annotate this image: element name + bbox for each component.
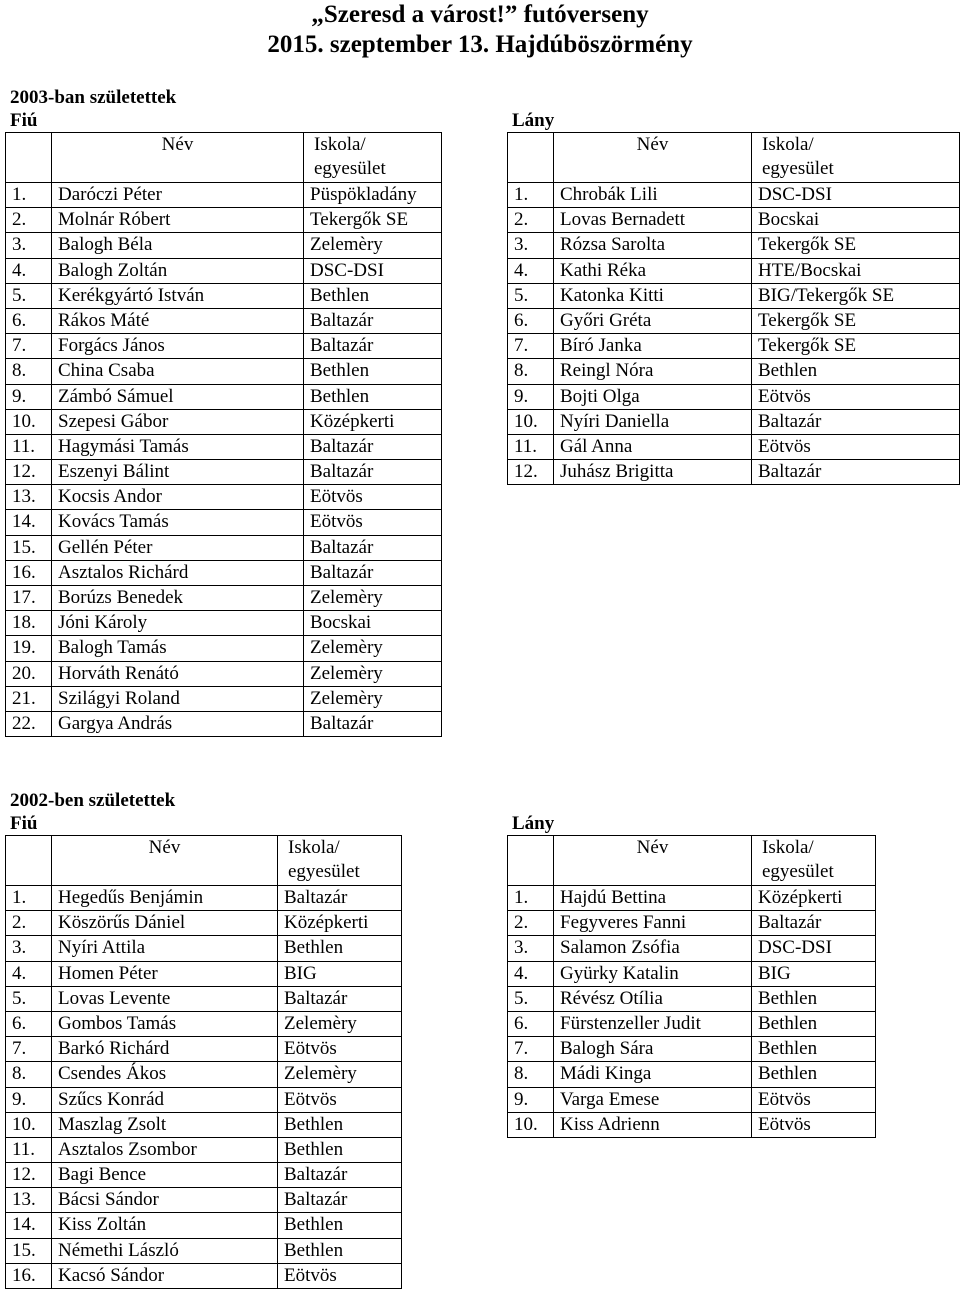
place-cell: 7. bbox=[508, 1037, 554, 1062]
place-cell: 6. bbox=[508, 308, 554, 333]
place-cell: 9. bbox=[6, 384, 52, 409]
school-cell: Baltazár bbox=[278, 1163, 402, 1188]
boys-label-2003: Fiú bbox=[10, 110, 38, 131]
table-row bbox=[508, 283, 960, 308]
name-cell: Kocsis Andor bbox=[52, 485, 304, 510]
table-row bbox=[6, 586, 442, 611]
place-cell: 16. bbox=[6, 560, 52, 585]
name-cell: Molnár Róbert bbox=[52, 208, 304, 233]
school-cell: Baltazár bbox=[304, 560, 442, 585]
name-cell: Homen Péter bbox=[52, 961, 278, 986]
table-row bbox=[6, 258, 442, 283]
school-cell: Bethlen bbox=[304, 283, 442, 308]
name-cell: Katonka Kitti bbox=[554, 283, 752, 308]
table-row bbox=[6, 334, 442, 359]
name-cell: Hegedűs Benjámin bbox=[52, 886, 278, 911]
school-cell: Bethlen bbox=[278, 1112, 402, 1137]
school-cell: Bethlen bbox=[752, 1011, 876, 1036]
school-cell: BIG/Tekergők SE bbox=[752, 283, 960, 308]
school-cell: Eötvös bbox=[304, 510, 442, 535]
school-cell: Középkerti bbox=[278, 911, 402, 936]
school-cell: Bethlen bbox=[752, 986, 876, 1011]
name-cell: Balogh Béla bbox=[52, 233, 304, 258]
place-cell: 8. bbox=[508, 359, 554, 384]
school-cell: Eötvös bbox=[278, 1087, 402, 1112]
school-header: Iskola/ egyesület bbox=[304, 133, 442, 183]
place-cell: 7. bbox=[6, 1037, 52, 1062]
name-cell: Gombos Tamás bbox=[52, 1011, 278, 1036]
place-cell: 1. bbox=[508, 183, 554, 208]
school-cell: Baltazár bbox=[304, 535, 442, 560]
table-row bbox=[508, 886, 876, 911]
table-row bbox=[508, 1112, 876, 1137]
table-row bbox=[6, 1087, 402, 1112]
table-row bbox=[6, 434, 442, 459]
name-cell: Bíró Janka bbox=[554, 334, 752, 359]
name-cell: Daróczi Péter bbox=[52, 183, 304, 208]
place-cell: 20. bbox=[6, 661, 52, 686]
name-cell: Hagymási Tamás bbox=[52, 434, 304, 459]
table-row bbox=[6, 986, 402, 1011]
table-row bbox=[508, 911, 876, 936]
place-cell: 4. bbox=[508, 961, 554, 986]
name-cell: Mádi Kinga bbox=[554, 1062, 752, 1087]
table-row bbox=[508, 986, 876, 1011]
school-cell: Eötvös bbox=[752, 1087, 876, 1112]
table-row bbox=[6, 1163, 402, 1188]
place-cell: 5. bbox=[6, 283, 52, 308]
name-header: Név bbox=[554, 836, 752, 886]
name-cell: Horváth Renátó bbox=[52, 661, 304, 686]
school-cell: Eötvös bbox=[304, 485, 442, 510]
table-row bbox=[508, 409, 960, 434]
name-cell: Gargya András bbox=[52, 711, 304, 736]
school-cell: Bethlen bbox=[304, 359, 442, 384]
place-cell: 9. bbox=[6, 1087, 52, 1112]
place-cell: 8. bbox=[6, 359, 52, 384]
results-table-2003-boys bbox=[5, 132, 442, 737]
name-header: Név bbox=[52, 836, 278, 886]
school-cell: Baltazár bbox=[752, 460, 960, 485]
table-row bbox=[6, 1213, 402, 1238]
place-cell: 22. bbox=[6, 711, 52, 736]
table-row bbox=[508, 1062, 876, 1087]
school-cell: Bethlen bbox=[304, 384, 442, 409]
table-row bbox=[508, 961, 876, 986]
place-cell: 3. bbox=[508, 936, 554, 961]
name-cell: Rákos Máté bbox=[52, 308, 304, 333]
boys-label-2002: Fiú bbox=[10, 813, 38, 834]
table-row bbox=[6, 911, 402, 936]
table-row bbox=[6, 1062, 402, 1087]
table-row bbox=[508, 308, 960, 333]
name-cell: Szűcs Konrád bbox=[52, 1087, 278, 1112]
school-cell: Bethlen bbox=[278, 936, 402, 961]
school-cell: Zelemèry bbox=[304, 661, 442, 686]
name-cell: Hajdú Bettina bbox=[554, 886, 752, 911]
table-row bbox=[508, 183, 960, 208]
place-cell: 2. bbox=[6, 208, 52, 233]
place-cell: 14. bbox=[6, 1213, 52, 1238]
name-cell: Kovács Tamás bbox=[52, 510, 304, 535]
place-cell: 16. bbox=[6, 1263, 52, 1288]
name-cell: Kiss Zoltán bbox=[52, 1213, 278, 1238]
place-cell: 2. bbox=[6, 911, 52, 936]
results-table-2002-girls bbox=[507, 835, 876, 1138]
school-header: Iskola/ egyesület bbox=[278, 836, 402, 886]
place-cell: 14. bbox=[6, 510, 52, 535]
place-cell: 6. bbox=[6, 308, 52, 333]
table-row bbox=[6, 384, 442, 409]
place-cell: 7. bbox=[6, 334, 52, 359]
table-row bbox=[6, 1263, 402, 1288]
girls-label-2003: Lány bbox=[512, 110, 555, 131]
name-cell: China Csaba bbox=[52, 359, 304, 384]
name-cell: Eszenyi Bálint bbox=[52, 460, 304, 485]
name-cell: Bojti Olga bbox=[554, 384, 752, 409]
place-cell: 2. bbox=[508, 208, 554, 233]
school-header: Iskola/ egyesület bbox=[752, 133, 960, 183]
school-cell: HTE/Bocskai bbox=[752, 258, 960, 283]
name-cell: Maszlag Zsolt bbox=[52, 1112, 278, 1137]
place-cell: 15. bbox=[6, 535, 52, 560]
name-cell: Szilágyi Roland bbox=[52, 686, 304, 711]
table-row bbox=[6, 485, 442, 510]
table-row bbox=[508, 460, 960, 485]
place-cell: 11. bbox=[6, 1137, 52, 1162]
name-cell: Kerékgyártó István bbox=[52, 283, 304, 308]
place-cell: 3. bbox=[6, 233, 52, 258]
name-cell: Győri Gréta bbox=[554, 308, 752, 333]
place-cell: 11. bbox=[6, 434, 52, 459]
school-cell: Bocskai bbox=[752, 208, 960, 233]
place-cell: 10. bbox=[508, 1112, 554, 1137]
place-cell: 6. bbox=[508, 1011, 554, 1036]
name-cell: Balogh Tamás bbox=[52, 636, 304, 661]
place-cell: 5. bbox=[508, 283, 554, 308]
name-cell: Lovas Bernadett bbox=[554, 208, 752, 233]
school-cell: Baltazár bbox=[278, 986, 402, 1011]
place-cell: 10. bbox=[6, 409, 52, 434]
section-heading-2003: 2003-ban születettek bbox=[10, 87, 177, 108]
school-cell: Baltazár bbox=[304, 711, 442, 736]
name-cell: Nyíri Daniella bbox=[554, 409, 752, 434]
name-cell: Szepesi Gábor bbox=[52, 409, 304, 434]
table-row bbox=[6, 1112, 402, 1137]
name-cell: Kacsó Sándor bbox=[52, 1263, 278, 1288]
school-cell: Baltazár bbox=[304, 434, 442, 459]
place-cell: 1. bbox=[6, 183, 52, 208]
name-cell: Reingl Nóra bbox=[554, 359, 752, 384]
place-cell: 11. bbox=[508, 434, 554, 459]
place-cell: 8. bbox=[6, 1062, 52, 1087]
table-row bbox=[508, 233, 960, 258]
school-cell: Eötvös bbox=[752, 434, 960, 459]
school-cell: Bethlen bbox=[752, 1062, 876, 1087]
school-cell: Tekergők SE bbox=[752, 233, 960, 258]
name-cell: Némethi László bbox=[52, 1238, 278, 1263]
table-row bbox=[6, 208, 442, 233]
name-cell: Lovas Levente bbox=[52, 986, 278, 1011]
place-cell: 19. bbox=[6, 636, 52, 661]
table-row bbox=[6, 1188, 402, 1213]
school-cell: DSC-DSI bbox=[752, 183, 960, 208]
name-cell: Fegyveres Fanni bbox=[554, 911, 752, 936]
school-cell: Zelemèry bbox=[304, 686, 442, 711]
name-cell: Asztalos Richárd bbox=[52, 560, 304, 585]
results-table-2002-boys bbox=[5, 835, 402, 1289]
table-row bbox=[6, 409, 442, 434]
table-row bbox=[6, 886, 402, 911]
school-cell: Zelemèry bbox=[278, 1011, 402, 1036]
table-row bbox=[508, 208, 960, 233]
table-row bbox=[6, 359, 442, 384]
name-cell: Zámbó Sámuel bbox=[52, 384, 304, 409]
school-cell: Középkerti bbox=[304, 409, 442, 434]
place-cell: 17. bbox=[6, 586, 52, 611]
table-row bbox=[6, 1137, 402, 1162]
place-cell: 1. bbox=[6, 886, 52, 911]
place-cell: 13. bbox=[6, 1188, 52, 1213]
table-row bbox=[6, 686, 442, 711]
table-row bbox=[6, 308, 442, 333]
school-cell: Bethlen bbox=[278, 1213, 402, 1238]
table-row bbox=[508, 258, 960, 283]
name-cell: Köszörűs Dániel bbox=[52, 911, 278, 936]
table-row bbox=[6, 510, 442, 535]
place-cell: 21. bbox=[6, 686, 52, 711]
place-cell: 13. bbox=[6, 485, 52, 510]
school-cell: Bocskai bbox=[304, 611, 442, 636]
name-cell: Gál Anna bbox=[554, 434, 752, 459]
page-title: „Szeresd a várost!” futóverseny bbox=[311, 1, 649, 28]
name-cell: Bácsi Sándor bbox=[52, 1188, 278, 1213]
place-cell: 9. bbox=[508, 384, 554, 409]
table-row bbox=[6, 560, 442, 585]
school-cell: Eötvös bbox=[278, 1037, 402, 1062]
school-cell: DSC-DSI bbox=[752, 936, 876, 961]
name-cell: Kathi Réka bbox=[554, 258, 752, 283]
table-row bbox=[508, 334, 960, 359]
name-cell: Nyíri Attila bbox=[52, 936, 278, 961]
school-cell: Baltazár bbox=[278, 886, 402, 911]
school-cell: Zelemèry bbox=[304, 233, 442, 258]
school-cell: Tekergők SE bbox=[752, 334, 960, 359]
name-cell: Kiss Adrienn bbox=[554, 1112, 752, 1137]
school-cell: BIG bbox=[752, 961, 876, 986]
name-cell: Asztalos Zsombor bbox=[52, 1137, 278, 1162]
girls-label-2002: Lány bbox=[512, 813, 555, 834]
place-cell: 3. bbox=[508, 233, 554, 258]
name-cell: Borúzs Benedek bbox=[52, 586, 304, 611]
place-cell: 4. bbox=[508, 258, 554, 283]
name-cell: Barkó Richárd bbox=[52, 1037, 278, 1062]
table-row bbox=[508, 434, 960, 459]
place-cell: 12. bbox=[508, 460, 554, 485]
table-row bbox=[6, 661, 442, 686]
table-row bbox=[6, 460, 442, 485]
school-cell: Baltazár bbox=[752, 409, 960, 434]
place-cell: 12. bbox=[6, 1163, 52, 1188]
table-row bbox=[6, 283, 442, 308]
name-cell: Salamon Zsófia bbox=[554, 936, 752, 961]
name-cell: Varga Emese bbox=[554, 1087, 752, 1112]
school-header: Iskola/ egyesület bbox=[752, 836, 876, 886]
name-header: Név bbox=[52, 133, 304, 183]
name-cell: Rózsa Sarolta bbox=[554, 233, 752, 258]
school-cell: Bethlen bbox=[278, 1137, 402, 1162]
table-row bbox=[6, 636, 442, 661]
place-cell: 3. bbox=[6, 936, 52, 961]
name-cell: Révész Otília bbox=[554, 986, 752, 1011]
school-cell: Baltazár bbox=[752, 911, 876, 936]
place-cell: 7. bbox=[508, 334, 554, 359]
place-cell: 6. bbox=[6, 1011, 52, 1036]
place-cell: 4. bbox=[6, 961, 52, 986]
school-cell: Baltazár bbox=[304, 460, 442, 485]
school-cell: Baltazár bbox=[278, 1188, 402, 1213]
place-cell: 2. bbox=[508, 911, 554, 936]
table-row bbox=[6, 183, 442, 208]
page-subtitle: 2015. szeptember 13. Hajdúböszörmény bbox=[267, 31, 693, 58]
table-row bbox=[508, 359, 960, 384]
name-cell: Forgács János bbox=[52, 334, 304, 359]
name-cell: Chrobák Lili bbox=[554, 183, 752, 208]
name-cell: Balogh Zoltán bbox=[52, 258, 304, 283]
results-table-2003-girls bbox=[507, 132, 960, 485]
school-cell: Eötvös bbox=[752, 1112, 876, 1137]
place-cell: 4. bbox=[6, 258, 52, 283]
school-cell: Baltazár bbox=[304, 308, 442, 333]
name-cell: Gyürky Katalin bbox=[554, 961, 752, 986]
table-row bbox=[508, 1087, 876, 1112]
school-cell: Tekergők SE bbox=[752, 308, 960, 333]
table-row bbox=[508, 1011, 876, 1036]
place-cell: 18. bbox=[6, 611, 52, 636]
name-cell: Fürstenzeller Judit bbox=[554, 1011, 752, 1036]
school-cell: Középkerti bbox=[752, 886, 876, 911]
table-row bbox=[6, 1011, 402, 1036]
table-row bbox=[508, 384, 960, 409]
place-cell: 8. bbox=[508, 1062, 554, 1087]
name-cell: Csendes Ákos bbox=[52, 1062, 278, 1087]
name-cell: Gellén Péter bbox=[52, 535, 304, 560]
section-heading-2002: 2002-ben születettek bbox=[10, 790, 176, 811]
name-header: Név bbox=[554, 133, 752, 183]
place-cell: 10. bbox=[6, 1112, 52, 1137]
place-cell: 10. bbox=[508, 409, 554, 434]
name-cell: Jóni Károly bbox=[52, 611, 304, 636]
table-row bbox=[6, 961, 402, 986]
school-cell: Püspökladány bbox=[304, 183, 442, 208]
place-cell: 1. bbox=[508, 886, 554, 911]
table-row bbox=[6, 1238, 402, 1263]
table-row bbox=[6, 1037, 402, 1062]
name-cell: Juhász Brigitta bbox=[554, 460, 752, 485]
name-cell: Balogh Sára bbox=[554, 1037, 752, 1062]
school-cell: Bethlen bbox=[278, 1238, 402, 1263]
school-cell: Zelemèry bbox=[304, 586, 442, 611]
school-cell: Eötvös bbox=[752, 384, 960, 409]
school-cell: Tekergők SE bbox=[304, 208, 442, 233]
school-cell: Baltazár bbox=[304, 334, 442, 359]
school-cell: DSC-DSI bbox=[304, 258, 442, 283]
table-row bbox=[508, 936, 876, 961]
name-cell: Bagi Bence bbox=[52, 1163, 278, 1188]
table-row bbox=[6, 936, 402, 961]
school-cell: Eötvös bbox=[278, 1263, 402, 1288]
school-cell: Bethlen bbox=[752, 359, 960, 384]
place-cell: 5. bbox=[6, 986, 52, 1011]
table-row bbox=[6, 535, 442, 560]
table-row bbox=[6, 711, 442, 736]
school-cell: Bethlen bbox=[752, 1037, 876, 1062]
place-cell: 5. bbox=[508, 986, 554, 1011]
table-row bbox=[6, 233, 442, 258]
school-cell: BIG bbox=[278, 961, 402, 986]
table-row bbox=[6, 611, 442, 636]
school-cell: Zelemèry bbox=[304, 636, 442, 661]
school-cell: Zelemèry bbox=[278, 1062, 402, 1087]
place-cell: 15. bbox=[6, 1238, 52, 1263]
table-row bbox=[508, 1037, 876, 1062]
place-cell: 9. bbox=[508, 1087, 554, 1112]
place-cell: 12. bbox=[6, 460, 52, 485]
